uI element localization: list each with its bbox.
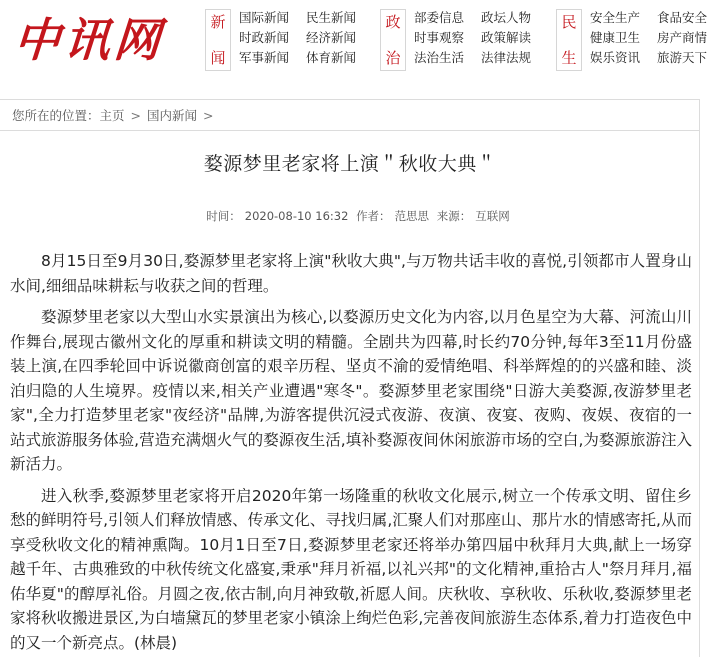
nav-link[interactable]: 民生新闻 — [306, 10, 357, 25]
nav-link[interactable]: 房产商情 — [657, 30, 708, 45]
nav-link[interactable]: 旅游天下 — [657, 50, 708, 65]
site-logo[interactable]: 中讯网 — [12, 13, 166, 67]
article-container — [0, 131, 700, 657]
source-label: 来源： — [436, 209, 472, 223]
article-title: 婺源梦里老家将上演＂秋收大典＂ — [203, 153, 497, 175]
chevron-right-icon: > — [130, 107, 142, 123]
nav-link[interactable]: 军事新闻 — [239, 50, 290, 65]
nav-link[interactable]: 时事观察 — [414, 30, 465, 45]
chevron-right-icon: > — [203, 107, 214, 123]
nav-link[interactable]: 经济新闻 — [306, 30, 357, 45]
nav-link[interactable]: 娱乐资讯 — [590, 50, 641, 65]
time-label: 时间： — [206, 209, 241, 223]
nav-tag-bottom: 治 — [385, 49, 401, 67]
nav-group-tag — [205, 9, 231, 71]
breadcrumb — [0, 99, 700, 131]
nav-group-tag — [380, 9, 406, 71]
nav-link[interactable]: 时政新闻 — [239, 30, 290, 45]
author-value: 范思思 — [394, 209, 430, 223]
nav-link[interactable]: 健康卫生 — [590, 30, 641, 45]
nav-link[interactable]: 国际新闻 — [239, 10, 290, 25]
source-value: 互联网 — [475, 209, 510, 223]
nav-link[interactable]: 食品安全 — [657, 10, 708, 25]
article-paragraph: 婺源梦里老家以大型山水实景演出为核心,以婺源历史文化为内容,以月色星空为大幕、河流山川作舞台,展现古徽州文化的厚重和耕读文明的精髓。全剧共为四幕,时长约70分钟,每年3至11月份盛装上演,在四季轮回中诉说徽商创富的艰辛历程、坚贞不渝的爱情绝唱、科举辉煌的的兴盛和睦、淡泊归隐的人生境界。疫情以来,相关产业遭遇"寒冬"。婺源梦里老家围绕"日游大美婺源,夜游梦里老家",全力打造梦里老家"夜经济"品牌,为游客提供沉浸式夜游、夜演、夜宴、夜购、夜娱、夜宿的一站式旅游服务体验,营造充满烟火气的婺源夜生活,填补婺源夜间休闲旅游市场的空白,为婺源旅游注入新活力。 — [10, 308, 692, 473]
nav-link[interactable]: 政策解读 — [481, 30, 532, 45]
nav-link[interactable]: 体育新闻 — [306, 50, 357, 65]
site-header — [0, 0, 709, 82]
nav-tag-top: 新 — [210, 13, 226, 31]
nav-link[interactable]: 安全生产 — [590, 10, 641, 25]
breadcrumb-prefix: 您所在的位置： — [12, 108, 100, 123]
nav-tag-top: 民 — [561, 13, 577, 31]
article-paragraph: 8月15日至9月30日,婺源梦里老家将上演"秋收大典",与万物共话丰收的喜悦,引领都市人置身山水间,细细品味耕耘与收获之间的哲理。 — [10, 252, 692, 295]
article-paragraph: 进入秋季,婺源梦里老家将开启2020年第一场隆重的秋收文化展示,树立一个传承文明、留住乡愁的鲜明符号,引领人们释放情感、传承文化、寻找归属,汇聚人们对那座山、那片水的情感寄托,从而享受秋收文化的精神熏陶。10月1日至7日,婺源梦里老家还将举办第四届中秋拜月大典,献上一场穿越千年、古典雅致的中秋传统文化盛宴,秉承"拜月祈福,以礼兴邦"的文化精神,重拾古人"祭月拜月,福佑华夏"的醇厚礼俗。月圆之夜,依古制,向月神致敬,祈愿人间。庆秋收、享秋收、乐秋收,婺源梦里老家将秋收搬进景区,为白墙黛瓦的梦里老家小镇涂上绚烂色彩,完善夜间旅游生态体系,着力打造夜色中的又一个新亮点。(林晨) — [10, 486, 692, 652]
nav-link[interactable]: 法治生活 — [414, 50, 465, 65]
nav-link[interactable]: 法律法规 — [481, 50, 532, 65]
author-label: 作者： — [356, 209, 391, 223]
nav-group-tag — [556, 9, 582, 71]
nav-tag-top: 政 — [385, 13, 401, 31]
nav-tag-bottom: 闻 — [210, 49, 226, 67]
article-meta — [0, 208, 700, 224]
breadcrumb-domestic-news[interactable]: 国内新闻 — [147, 108, 198, 123]
breadcrumb-home[interactable]: 主页 — [99, 108, 125, 123]
time-value: 2020-08-10 16:32 — [244, 209, 349, 223]
article-body — [10, 249, 692, 657]
nav-link[interactable]: 部委信息 — [414, 10, 465, 25]
nav-tag-bottom: 生 — [561, 49, 577, 67]
nav-link[interactable]: 政坛人物 — [481, 10, 532, 25]
